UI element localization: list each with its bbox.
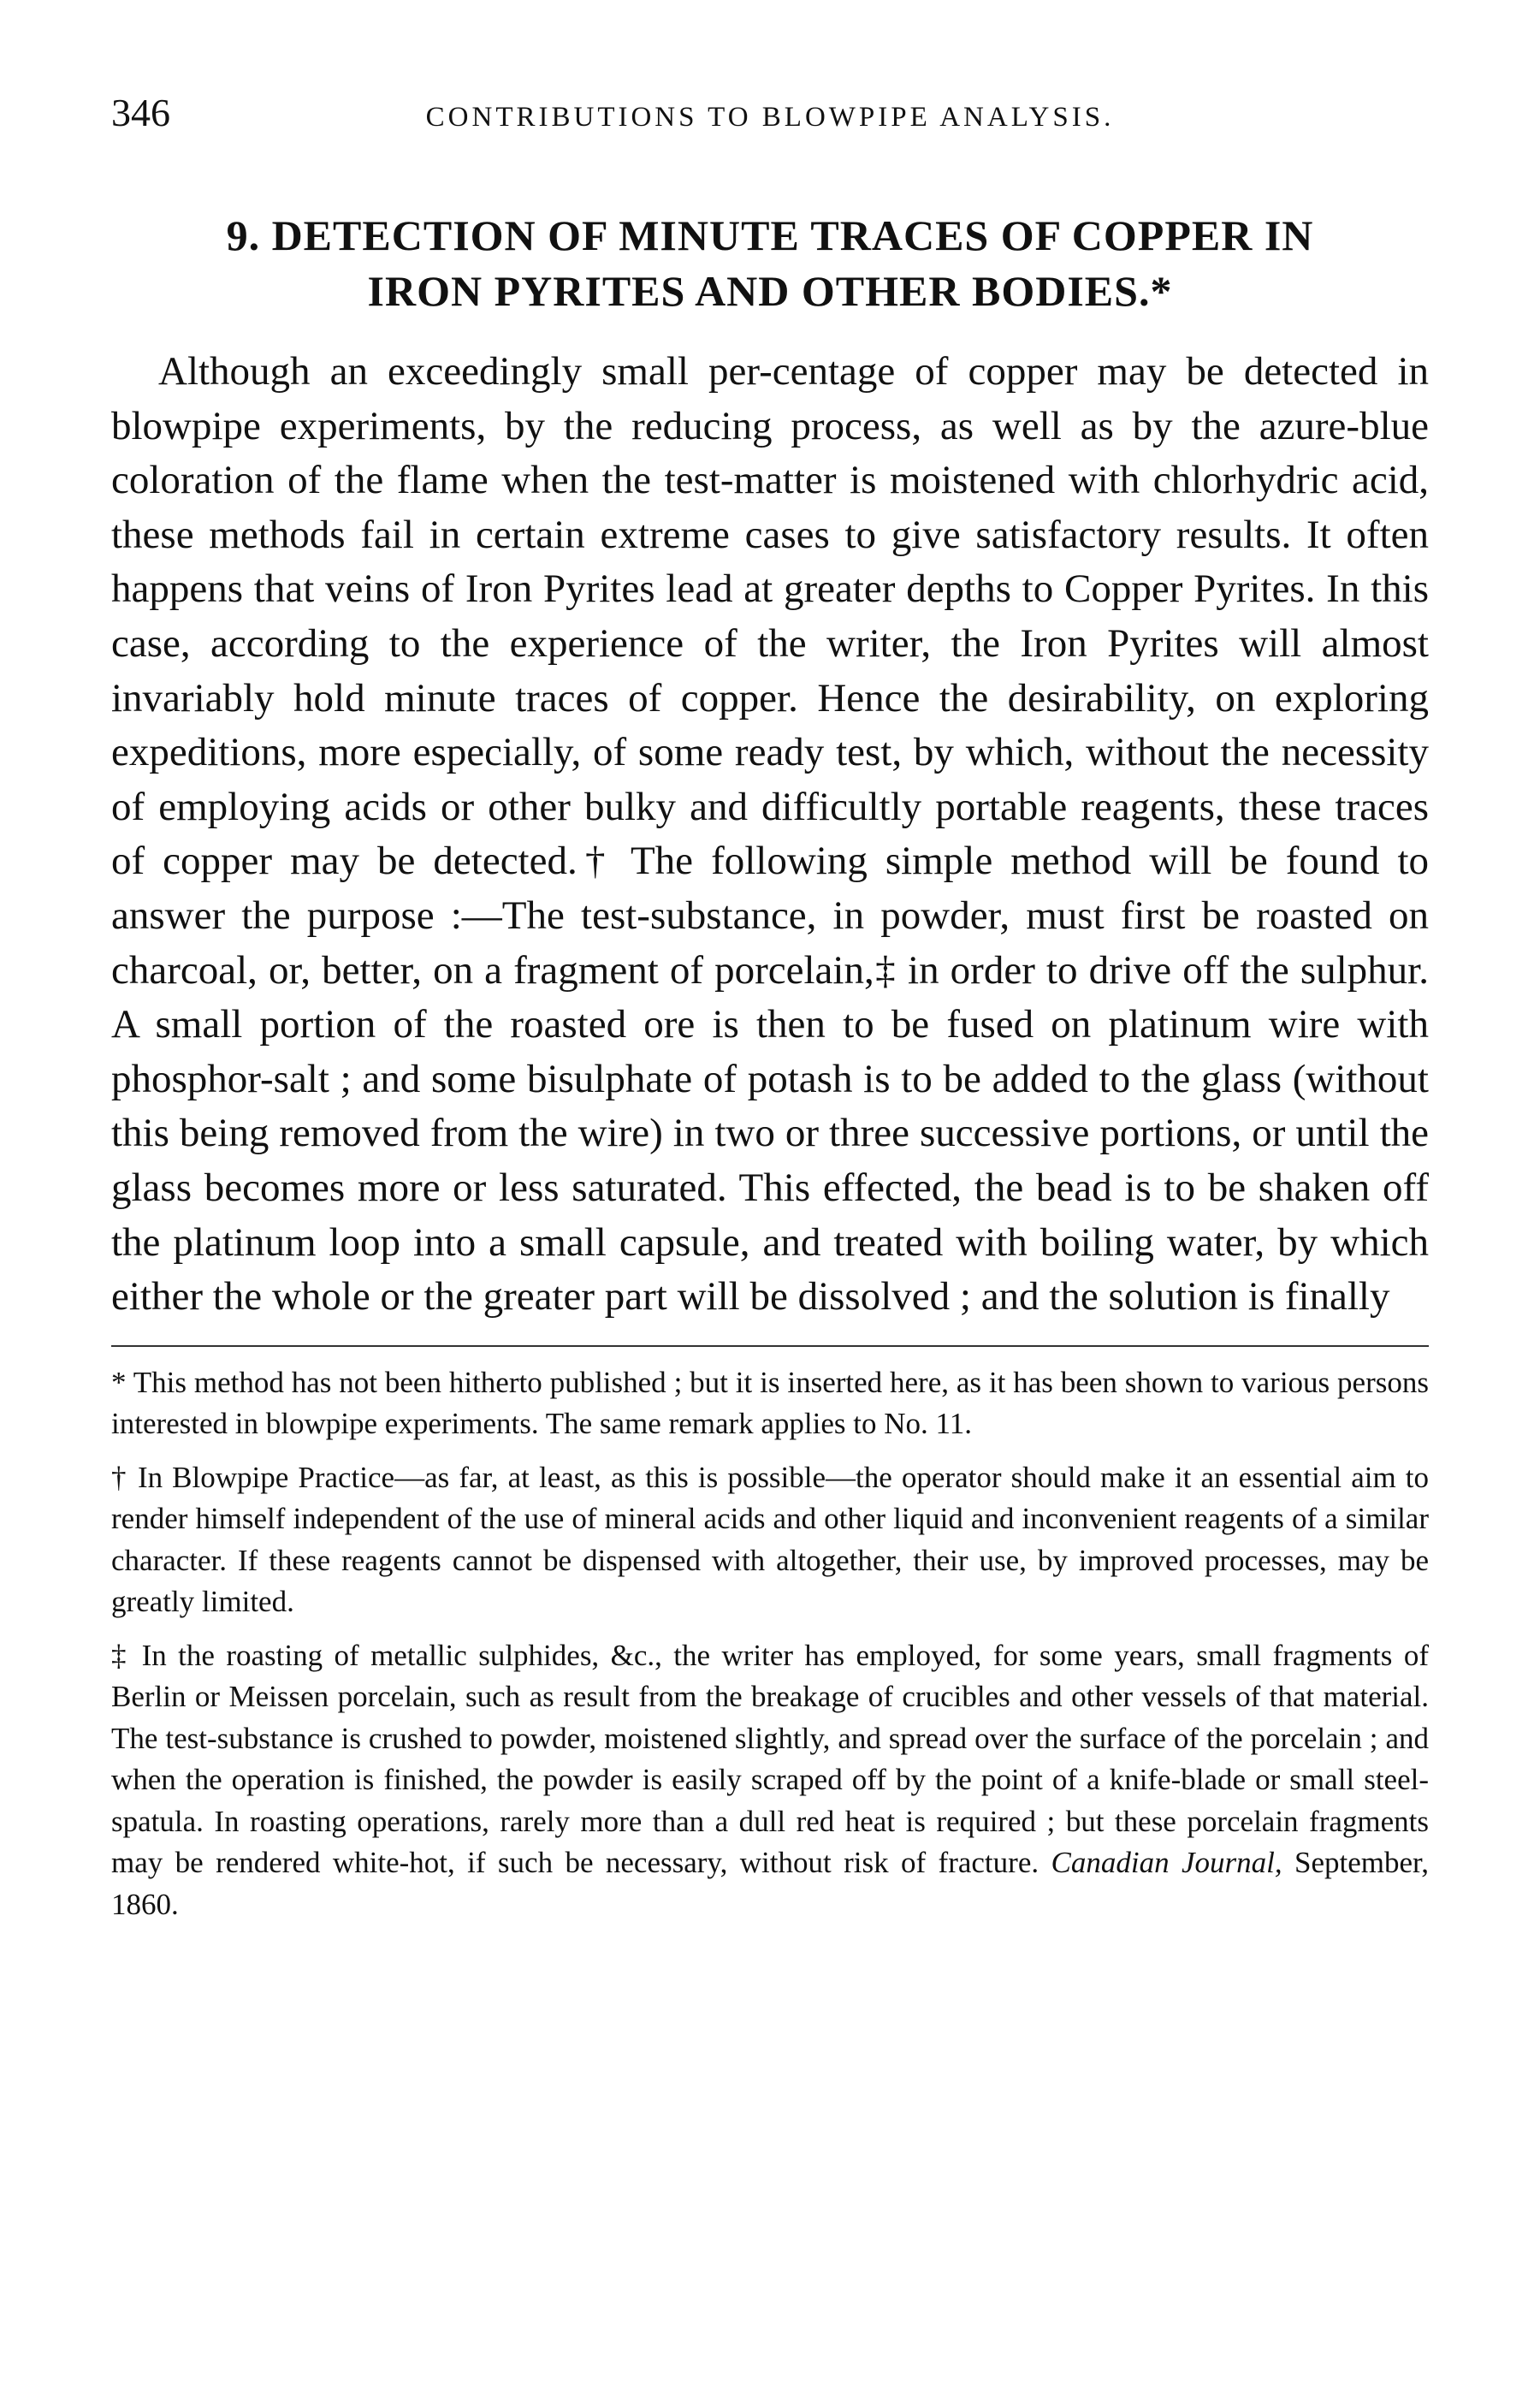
footnote-3 <box>111 1635 1429 1926</box>
running-title: CONTRIBUTIONS TO BLOWPIPE ANALYSIS. <box>425 102 1115 133</box>
footnote-3-source: Canadian Journal, <box>1051 1846 1282 1880</box>
section-title <box>111 208 1429 319</box>
footnote-3-text: ‡ In the roasting of metallic sulphides, &c., the writer has employed, for some years, small fragments of Berlin or Meissen porcelain, such as result from the breakage of crucibles and other vessels of that material. The test-substance is crushed to powder, moistened slightly, and spread over the surface of the porcelain ; and when the operation is finished, the powder is easily scraped off by the point of a knife-blade or small steel-spatula. In roasting operations, rarely more than a dull red heat is required ; but these porcelain fragments may be rendered white-hot, if such be necessary, without risk of fracture. <box>111 1638 1429 1880</box>
footnote-divider <box>111 1345 1429 1347</box>
footnote-2: † In Blowpipe Practice—as far, at least, as this is possible—the operator should make it an essential aim to render himself independent of the use of mineral acids and other liquid and inconvenient reagents of a similar character. If these reagents cannot be dispensed with altogether, their use, by improved processes, may be greatly limited. <box>111 1460 1429 1619</box>
body-paragraph: Although an exceedingly small per-centage of copper may be detected in blowpipe experiments, by the reducing process, as well as by the azure-blue coloration of the flame when the test-matter is moistened with chlorhydric acid, these methods fail in certain extreme cases to give satisfactory results. It often happens that veins of Iron Pyrites lead at greater depths to Copper Pyrites. In this case, according to the experience of the writer, the Iron Pyrites will almost invariably hold minute traces of copper. Hence the desirability, on exploring expeditions, more especially, of some ready test, by which, without the necessity of employing acids or other bulky and difficultly portable reagents, these traces of copper may be detected.† The following simple method will be found to answer the purpose :—The test-substance, in powder, must first be roasted on charcoal, or, better, on a fragment of porcelain,‡ in order to drive off the sulphur. A small portion of the roasted ore is then to be fused on platinum wire with phosphor-salt ; and some bisulphate of potash is to be added to the glass (without this being removed from the wire) in two or three successive portions, or until the glass becomes more or less saturated. This effected, the bead is to be shaken off the platinum loop into a small capsule, and treated with boiling water, by which either the whole or the greater part will be dissolved ; and the solution is finally <box>111 349 1429 1320</box>
footnote-3-date: September, 1860. <box>111 1846 1430 1921</box>
running-head <box>111 90 1429 141</box>
footnote-1: * This method has not been hitherto published ; but it is inserted here, as it has been shown to various persons interested in blowpipe experiments. The same remark applies to No. 11. <box>111 1365 1429 1441</box>
section-title-line-2: IRON PYRITES AND OTHER BODIES.* <box>367 267 1173 315</box>
page-number: 346 <box>111 91 170 134</box>
section-title-line-1: 9. DETECTION OF MINUTE TRACES OF COPPER IN <box>226 211 1314 259</box>
